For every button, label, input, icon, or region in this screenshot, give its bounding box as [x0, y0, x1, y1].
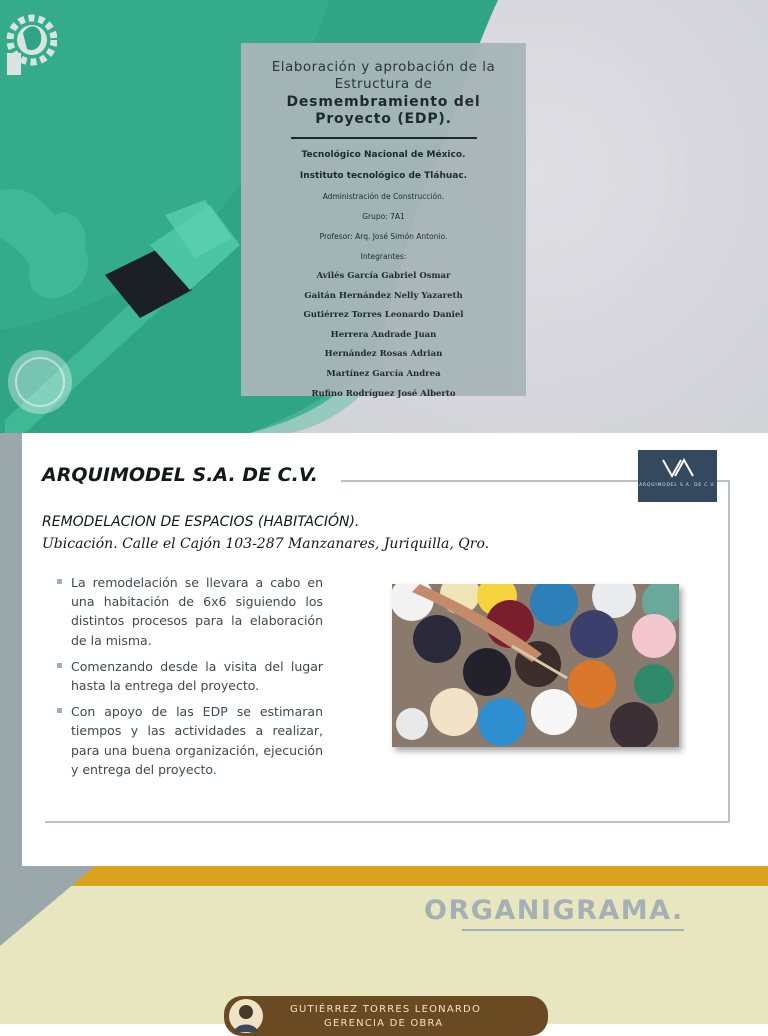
subject: Administración de Construcción. — [322, 192, 445, 201]
list-item-text: Con apoyo de las EDP se estimaran tiempos y las actividades a realizar, para una buena organización, ejecución y entrega del proyecto. — [71, 704, 323, 777]
member-name: Avilés García Gabriel Osmar — [316, 271, 451, 281]
title-divider — [291, 137, 477, 139]
va-monogram-icon — [661, 457, 695, 479]
institute-gear-logo-icon — [5, 3, 57, 77]
list-item — [55, 657, 323, 695]
title-card — [241, 43, 526, 399]
project-name: REMODELACION DE ESPACIOS (HABITACIÓN). — [42, 514, 360, 530]
organigram-underline — [462, 929, 684, 931]
list-item — [55, 573, 323, 650]
avatar — [228, 998, 264, 1034]
members-label: Integrantes: — [360, 252, 407, 261]
group: Grupo: 7A1 — [362, 212, 405, 221]
member-name: Hernández Rosas Adrian — [324, 349, 443, 360]
member-name: Rufino Rodríguez José Alberto — [311, 388, 456, 399]
title-line-2: Desmembramiento del Proyecto (EDP). — [286, 94, 481, 127]
org-node-name: GUTIÉRREZ TORRES LEONARDO — [290, 1004, 482, 1015]
list-item-text: Comenzando desde la visita del lugar hasta la entrega del proyecto. — [71, 658, 323, 694]
bullet-square-icon — [57, 579, 62, 584]
frame-line-bottom — [45, 821, 729, 823]
title-line-1: Elaboración y aprobación de la Estructura de — [271, 59, 496, 92]
company-title: ARQUIMODEL S.A. DE C.V. — [42, 464, 318, 486]
member-name: Herrera Andrade Juan — [330, 329, 437, 340]
member-name: Gaitán Hernández Nelly Yazareth — [304, 290, 463, 301]
bullet-square-icon — [57, 663, 62, 668]
professor: Profesor: Arq. José Simón Antonio. — [319, 232, 448, 241]
campus: Instituto tecnológico de Tláhuac. — [299, 171, 468, 181]
institution: Tecnológico Nacional de México. — [301, 150, 466, 160]
org-node-card — [224, 996, 548, 1036]
list-item — [55, 702, 323, 779]
organigram-title: ORGANIGRAMA. — [424, 895, 684, 926]
bullet-square-icon — [57, 708, 62, 713]
frame-line-right — [728, 480, 730, 822]
project-location: Ubicación. Calle el Cajón 103-287 Manzanares, Juriquilla, Qro. — [42, 536, 490, 552]
company-logo — [638, 450, 717, 502]
member-name: Gutiérrez Torres Leonardo Daniel — [303, 310, 464, 321]
logo-tagline: ARQUIMODEL S.A. DE C.V. — [639, 483, 716, 488]
cover-slide — [0, 0, 768, 433]
paint-cans-photo — [392, 584, 679, 747]
member-name: Martínez García Andrea — [326, 368, 441, 379]
description-list — [55, 573, 323, 786]
list-item-text: La remodelación se llevara a cabo en una habitación de 6x6 siguiendo los distintos procesos para la elaboración de la misma. — [71, 575, 323, 648]
org-node-role: GERENCIA DE OBRA — [324, 1018, 444, 1029]
